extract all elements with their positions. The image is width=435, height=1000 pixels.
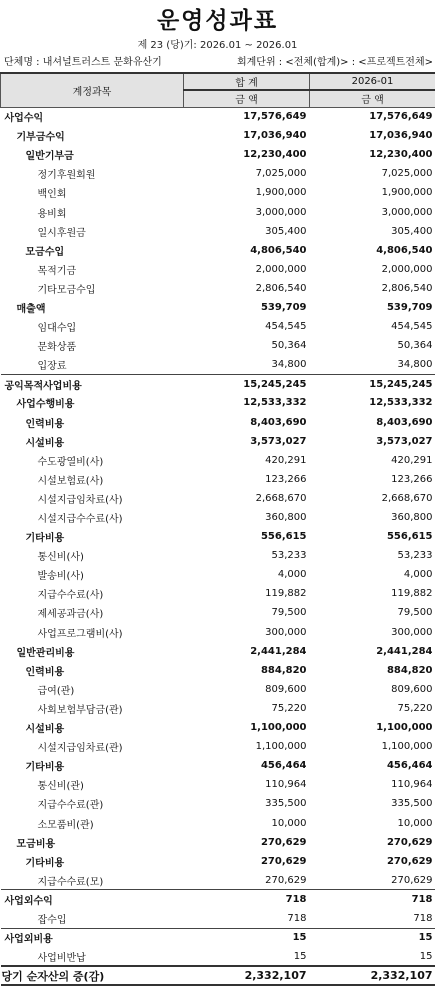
table-row [1,393,435,412]
account-name-cell: 사회보험부담금(관) [37,704,123,716]
total-amount-cell: 12,230,400 [243,149,307,161]
total-amount-cell: 884,820 [260,664,307,676]
account-name-cell: 당기 순자산의 증(감) [1,966,184,985]
month-amount-cell: 2,332,107 [310,966,435,985]
month-amount-cell: 270,629 [386,836,433,848]
total-amount-cell: 2,441,284 [250,645,307,657]
account-column-header: 계정과목 [1,73,184,107]
total-amount-cell: 123,266 [265,473,307,485]
table-row [1,661,435,680]
account-name-cell: 백인회 [37,189,67,201]
table-row [1,623,435,642]
account-name-cell: 일반관리비용 [16,647,75,659]
month-amount-subheader: 금 액 [310,90,435,107]
table-row [1,527,435,546]
table-row [1,183,435,202]
month-amount-cell: 123,266 [391,473,433,485]
table-row [1,928,435,947]
account-name-cell: 기타모금수입 [37,284,96,296]
table-row [1,489,435,508]
month-amount-cell: 15 [310,928,435,947]
total-amount-cell: 270,629 [260,855,307,867]
table-row [1,336,435,355]
account-name-cell: 시설지급수수료(사) [37,514,123,526]
account-name-cell: 잡수입 [37,914,67,926]
month-amount-cell: 17,576,649 [369,111,433,123]
total-amount-cell: 360,800 [265,512,307,524]
table-row [1,603,435,622]
table-row [1,813,435,832]
table-row [1,126,435,145]
account-name-cell: 지급수수료(사) [37,590,104,602]
month-amount-cell: 15,245,245 [310,374,435,393]
month-amount-cell: 360,800 [391,512,433,524]
total-amount-cell: 10,000 [271,817,307,829]
total-amount-cell: 305,400 [265,225,307,237]
table-row [1,852,435,871]
account-name-cell: 인력비용 [25,418,65,430]
month-amount-cell: 1,100,000 [381,741,433,753]
total-amount-cell: 15,245,245 [184,374,310,393]
table-row [1,432,435,451]
table-row [1,737,435,756]
month-amount-cell: 4,806,540 [376,244,433,256]
month-amount-cell: 556,615 [386,531,433,543]
month-amount-cell: 718 [413,912,433,924]
month-amount-cell: 2,000,000 [381,263,433,275]
account-name-cell: 기타비용 [25,762,65,774]
total-amount-cell: 50,364 [271,340,307,352]
total-amount-subheader: 금 액 [184,90,310,107]
month-amount-cell: 12,533,332 [369,397,433,409]
account-name-cell: 사업프로그램비(사) [37,628,123,640]
table-row [1,966,435,985]
total-amount-cell: 15 [184,928,310,947]
account-name-cell: 시설비용 [25,437,65,449]
month-amount-cell: 270,629 [386,855,433,867]
total-amount-cell: 8,403,690 [250,416,307,428]
total-amount-cell: 17,576,649 [243,111,307,123]
total-amount-cell: 2,806,540 [255,282,307,294]
account-name-cell: 급여(관) [37,685,75,697]
table-row [1,451,435,470]
month-amount-cell: 420,291 [391,454,433,466]
account-name-cell: 시설비용 [25,724,65,736]
account-name-cell: 문화상품 [37,342,77,354]
total-amount-cell: 2,000,000 [255,263,307,275]
total-amount-cell: 110,964 [265,779,307,791]
total-amount-cell: 119,882 [265,588,307,600]
account-name-cell: 임대수입 [37,323,77,335]
month-amount-cell: 884,820 [386,664,433,676]
month-amount-cell: 12,230,400 [369,149,433,161]
table-row [1,794,435,813]
table-row [1,202,435,221]
account-name-cell: 용비회 [37,208,67,220]
table-row [1,508,435,527]
account-name-cell: 기부금수익 [16,132,65,144]
month-amount-cell: 3,000,000 [381,206,433,218]
account-name-cell: 사업수익 [4,113,44,125]
month-amount-cell: 539,709 [386,301,433,313]
month-amount-cell: 454,545 [391,321,433,333]
account-name-cell: 수도광열비(사) [37,456,104,468]
total-amount-cell: 718 [184,890,310,909]
table-row [1,241,435,260]
total-amount-cell: 809,600 [265,683,307,695]
month-amount-cell: 15 [419,950,433,962]
month-amount-cell: 10,000 [397,817,433,829]
table-row [1,756,435,775]
table-row [1,298,435,317]
account-name-cell: 인력비용 [25,666,65,678]
account-name-cell: 통신비(사) [37,552,84,564]
table-row [1,374,435,393]
total-amount-cell: 300,000 [265,626,307,638]
account-name-cell: 시설보험료(사) [37,475,104,487]
account-name-cell: 공익목적사업비용 [1,374,184,393]
table-row [1,718,435,737]
report-title: 운영성과표 [156,8,279,34]
total-amount-cell: 335,500 [265,798,307,810]
account-name-cell: 소모품비(관) [37,819,94,831]
month-amount-cell: 305,400 [391,225,433,237]
account-name-cell: 매출액 [16,303,46,315]
table-row [1,909,435,928]
month-amount-cell: 335,500 [391,798,433,810]
table-row [1,699,435,718]
account-name-cell: 모금수입 [25,246,65,258]
table-row [1,833,435,852]
total-amount-cell: 34,800 [271,359,307,371]
table-row [1,871,435,890]
account-name-cell: 일시후원금 [37,227,86,239]
total-amount-cell: 7,025,000 [255,168,307,180]
month-amount-cell: 17,036,940 [369,130,433,142]
month-amount-cell: 2,668,670 [381,492,433,504]
account-name-cell: 기타비용 [25,857,65,869]
table-row [1,470,435,489]
month-amount-cell: 4,000 [403,569,433,581]
total-amount-cell: 4,000 [277,569,307,581]
table-row [1,642,435,661]
total-amount-cell: 2,332,107 [184,966,310,985]
month-amount-cell: 34,800 [397,359,433,371]
total-amount-cell: 456,464 [260,760,307,772]
table-row [1,145,435,164]
month-amount-cell: 75,220 [397,702,433,714]
account-name-cell: 사업외수익 [1,890,184,909]
account-name-cell: 기타비용 [25,533,65,545]
month-amount-cell: 2,441,284 [376,645,433,657]
month-amount-cell: 3,573,027 [376,435,433,447]
table-row [1,890,435,909]
total-amount-cell: 270,629 [265,874,307,886]
total-amount-cell: 3,000,000 [255,206,307,218]
total-amount-cell: 539,709 [260,301,307,313]
total-amount-cell: 270,629 [260,836,307,848]
total-amount-cell: 1,100,000 [250,722,307,734]
table-row [1,279,435,298]
total-amount-cell: 4,806,540 [250,244,307,256]
month-amount-cell: 1,900,000 [381,187,433,199]
total-amount-cell: 15 [293,950,307,962]
account-name-cell: 지급수수료(관) [37,800,104,812]
table-row [1,222,435,241]
total-amount-cell: 75,220 [271,702,307,714]
account-name-cell: 모금비용 [16,838,56,850]
total-amount-cell: 3,573,027 [250,435,307,447]
table-row [1,164,435,183]
account-name-cell: 발송비(사) [37,571,84,583]
table-row [1,546,435,565]
month-amount-cell: 50,364 [397,340,433,352]
total-amount-cell: 556,615 [260,531,307,543]
table-row [1,317,435,336]
table-row [1,584,435,603]
total-amount-cell: 53,233 [271,550,307,562]
month-amount-cell: 53,233 [397,550,433,562]
account-name-cell: 사업외비용 [1,928,184,947]
account-name-cell: 사업비반납 [37,952,86,964]
total-amount-cell: 718 [287,912,307,924]
month-amount-cell: 456,464 [386,760,433,772]
month-amount-cell: 1,100,000 [376,722,433,734]
total-column-header: 합 계 [184,73,310,90]
month-amount-cell: 7,025,000 [381,168,433,180]
account-name-cell: 통신비(관) [37,781,84,793]
month-amount-cell: 119,882 [391,588,433,600]
month-amount-cell: 110,964 [391,779,433,791]
table-row [1,413,435,432]
month-amount-cell: 270,629 [391,874,433,886]
statement-table [0,72,435,986]
table-row [1,947,435,966]
total-amount-cell: 1,100,000 [255,741,307,753]
month-amount-cell: 2,806,540 [381,282,433,294]
table-row [1,355,435,374]
account-name-cell: 제세공과금(사) [37,609,104,621]
account-name-cell: 입장료 [37,361,67,373]
account-name-cell: 사업수행비용 [16,399,75,411]
table-row [1,565,435,584]
total-amount-cell: 420,291 [265,454,307,466]
month-column-header: 2026-01 [310,73,435,90]
account-name-cell: 목적기금 [37,265,77,277]
table-header [1,73,435,107]
account-name-cell: 일반기부금 [25,151,74,163]
table-body [1,107,435,985]
account-name-cell: 시설지급임차료(사) [37,494,123,506]
month-amount-cell: 809,600 [391,683,433,695]
table-row [1,107,435,126]
total-amount-cell: 1,900,000 [255,187,307,199]
month-amount-cell: 79,500 [397,607,433,619]
account-name-cell: 지급수수료(모) [37,876,104,888]
total-amount-cell: 79,500 [271,607,307,619]
month-amount-cell: 300,000 [391,626,433,638]
total-amount-cell: 2,668,670 [255,492,307,504]
accounting-unit: 회계단위 : <전체(합계)> : <프로젝트전체> [236,57,433,68]
month-amount-cell: 8,403,690 [376,416,433,428]
total-amount-cell: 12,533,332 [243,397,307,409]
total-amount-cell: 17,036,940 [243,130,307,142]
table-row [1,680,435,699]
table-row [1,260,435,279]
account-name-cell: 정기후원회원 [37,170,96,182]
account-name-cell: 시설지급임차료(관) [37,743,123,755]
organization-name: 단체명 : 내셔널트러스트 문화유산기 [4,57,162,68]
total-amount-cell: 454,545 [265,321,307,333]
month-amount-cell: 718 [310,890,435,909]
report-meta [0,54,435,72]
report-period: 제 23 (당)기: 2026.01 ~ 2026.01 [137,40,298,51]
table-row [1,775,435,794]
